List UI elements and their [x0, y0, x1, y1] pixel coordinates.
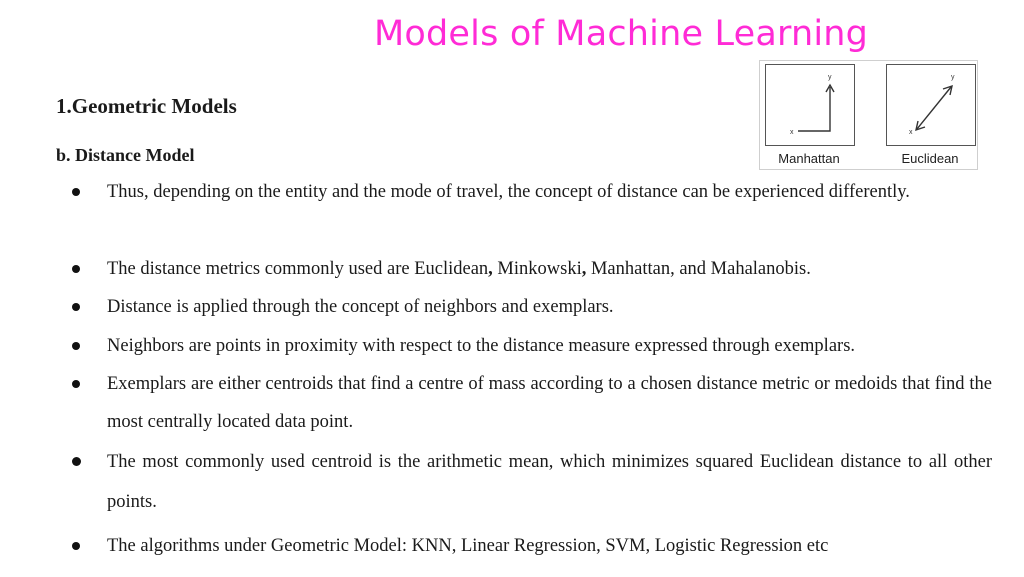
bullet-text: Thus, depending on the entity and the mode of travel, the concept of distance can be experienced differently. [107, 182, 910, 202]
manhattan-caption: Manhattan [778, 151, 840, 166]
bullet-dot [72, 457, 81, 466]
bullet-text: Exemplars are either centroids that find a centre of mass according to a chosen distance metric or medoids that find the most centrally located data point. [107, 374, 992, 432]
bullet-dot [72, 265, 80, 273]
euclidean-panel [886, 64, 976, 146]
bullet-dot [72, 188, 80, 196]
bullet-dot [72, 380, 80, 388]
manhattan-x-label: x [790, 129, 794, 136]
bullet-text-part: , [488, 259, 493, 279]
bullet-text-part: The distance metrics commonly used are Euclidean [107, 259, 489, 279]
bullet-text: Neighbors are points in proximity with respect to the distance measure expressed through exemplars. [107, 336, 856, 356]
bullet-text [107, 257, 992, 281]
manhattan-diagram [766, 65, 854, 145]
section-heading: 1.Geometric Models [56, 94, 237, 118]
bullet-dot [72, 342, 80, 350]
euclidean-caption: Euclidean [901, 151, 959, 166]
bullet-text-part: , [581, 259, 587, 279]
subsection-heading: b. Distance Model [56, 145, 195, 165]
euclidean-y-label: y [951, 74, 955, 81]
bullet-text: Distance is applied through the concept of neighbors and exemplars. [107, 297, 614, 317]
bullet-text: The algorithms under Geometric Model: KNN, Linear Regression, SVM, Logistic Regression etc [107, 536, 829, 556]
euclidean-x-label: x [909, 129, 913, 136]
manhattan-panel [765, 64, 855, 146]
bullet-dot [72, 542, 80, 550]
distance-metrics-figure [759, 60, 978, 170]
bullet-text-part: Manhattan, and Mahalanobis. [586, 259, 811, 279]
bullet-text: The most commonly used centroid is the arithmetic mean, which minimizes squared Euclidean distance to all other points. [107, 452, 992, 512]
slide-title: Models of Machine Learning [374, 14, 869, 54]
euclidean-diagram [887, 65, 975, 145]
bullet-text-part: Minkowski [492, 259, 582, 279]
manhattan-y-label: y [828, 74, 832, 81]
bullet-dot [72, 303, 80, 311]
